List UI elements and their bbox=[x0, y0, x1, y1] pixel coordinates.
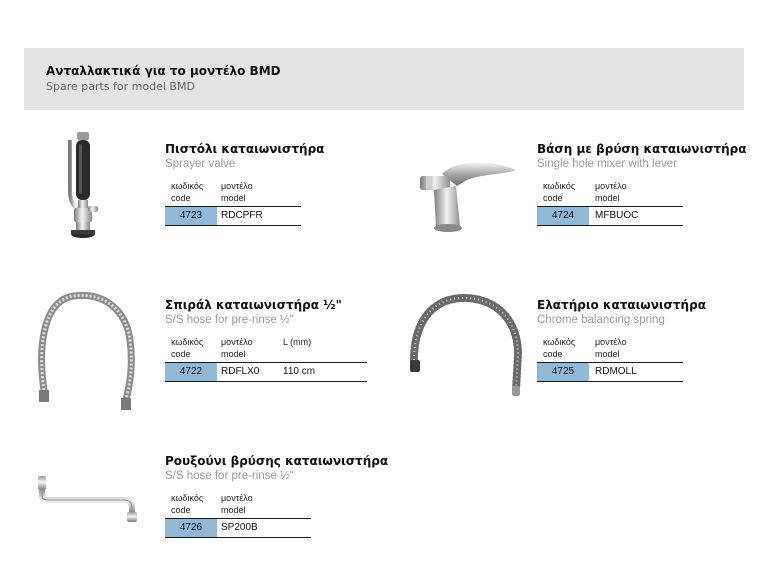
product-model: RDCPFR bbox=[221, 210, 263, 221]
product-mixer-lever bbox=[537, 142, 747, 226]
product-title-english: Single hole mixer with lever bbox=[537, 158, 677, 170]
code-column-header: κωδικός code bbox=[543, 337, 576, 359]
parts-table-row bbox=[165, 362, 367, 382]
parts-table-row bbox=[537, 362, 683, 382]
product-braided-hose bbox=[165, 298, 367, 382]
length-column-header: L (mm) bbox=[283, 337, 312, 347]
product-balancing-spring bbox=[537, 298, 706, 382]
product-code: 4725 bbox=[537, 363, 589, 381]
product-code: 4726 bbox=[165, 519, 217, 537]
parts-table-row bbox=[165, 206, 301, 226]
product-code: 4722 bbox=[165, 363, 217, 381]
mixer-lever-image bbox=[412, 152, 522, 234]
product-title-greek: Σπιράλ καταιωνιστήρα ½" bbox=[165, 298, 342, 312]
product-title-greek: Βάση με βρύση καταιωνιστήρα bbox=[537, 142, 747, 156]
parts-table-header bbox=[165, 178, 301, 206]
parts-table bbox=[537, 178, 683, 226]
model-column-header: μοντέλο model bbox=[221, 181, 253, 203]
product-title-greek: Πιστόλι καταιωνιστήρα bbox=[165, 142, 325, 156]
parts-table-header bbox=[537, 334, 683, 362]
balancing-spring-image bbox=[404, 290, 526, 398]
product-title-english: Chrome balancing spring bbox=[537, 314, 665, 326]
model-column-header: μοντέλο model bbox=[595, 337, 627, 359]
product-model: RDFLX0 bbox=[221, 366, 260, 377]
product-length: 110 cm bbox=[283, 366, 316, 377]
parts-table bbox=[165, 334, 367, 382]
parts-table bbox=[165, 490, 311, 538]
code-column-header: κωδικός code bbox=[171, 181, 204, 203]
parts-table-header bbox=[537, 178, 683, 206]
faucet-spout-image bbox=[34, 470, 142, 528]
code-column-header: κωδικός code bbox=[171, 493, 204, 515]
product-title-greek: Ελατήριο καταιωνιστήρα bbox=[537, 298, 706, 312]
parts-table bbox=[165, 178, 301, 226]
product-title-english: Sprayer valve bbox=[165, 158, 236, 170]
product-faucet-spout bbox=[165, 454, 388, 538]
product-code: 4724 bbox=[537, 207, 589, 225]
header-title-english: Spare parts for model BMD bbox=[46, 80, 195, 93]
header-title-greek: Ανταλλακτικά για το μοντέλο BMD bbox=[46, 64, 281, 78]
product-title-english: S/S hose for pre-rinse ½" bbox=[165, 470, 294, 482]
model-column-header: μοντέλο model bbox=[221, 493, 253, 515]
code-column-header: κωδικός code bbox=[543, 181, 576, 203]
parts-table-row bbox=[165, 518, 311, 538]
product-sprayer-valve bbox=[165, 142, 324, 226]
parts-table-row bbox=[537, 206, 683, 226]
braided-hose-image bbox=[34, 290, 154, 412]
product-model: RDMOLL bbox=[595, 366, 637, 377]
product-title-english: S/S hose for pre-rinse ½" bbox=[165, 314, 294, 326]
parts-table-header bbox=[165, 490, 311, 518]
product-model: MFBUOC bbox=[595, 210, 639, 221]
product-title-greek: Ρουξούνι βρύσης καταιωνιστήρα bbox=[165, 454, 389, 468]
model-column-header: μοντέλο model bbox=[221, 337, 253, 359]
product-model: SP200B bbox=[221, 522, 258, 533]
code-column-header: κωδικός code bbox=[171, 337, 204, 359]
sprayer-valve-image bbox=[50, 130, 112, 245]
product-code: 4723 bbox=[165, 207, 217, 225]
parts-table-header bbox=[165, 334, 367, 362]
model-column-header: μοντέλο model bbox=[595, 181, 627, 203]
page-header bbox=[24, 48, 744, 110]
parts-table bbox=[537, 334, 683, 382]
